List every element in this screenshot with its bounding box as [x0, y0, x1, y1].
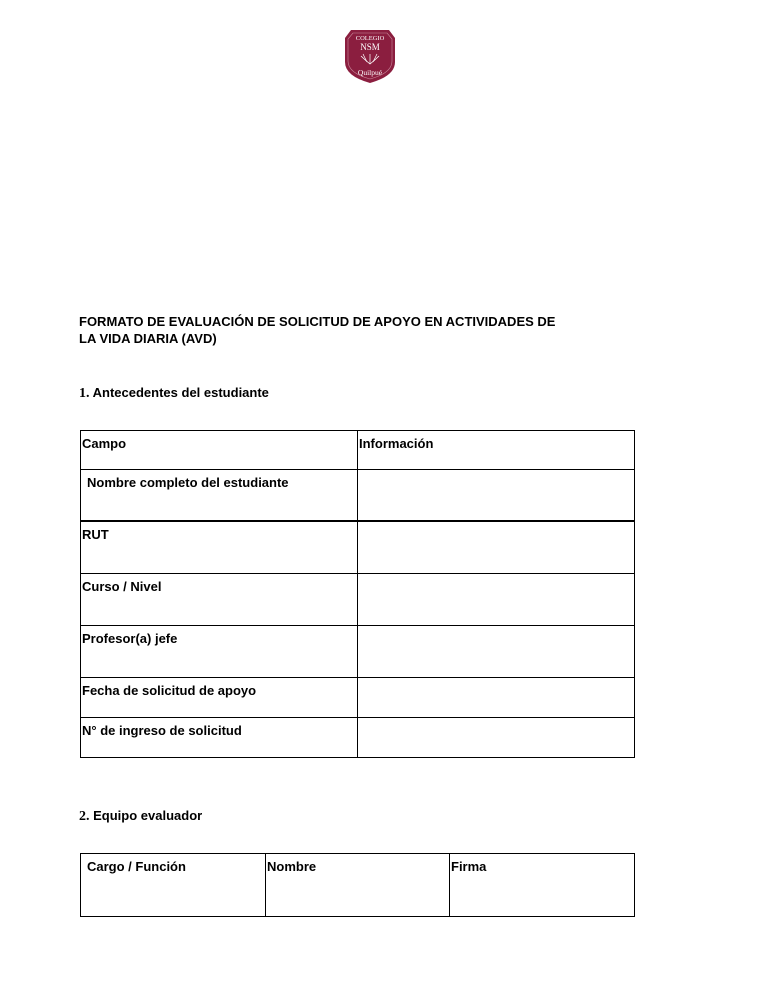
document-title-line-2: LA VIDA DIARIA (AVD)	[79, 331, 217, 346]
header-cell-cargo-funcion: Cargo / Función	[81, 854, 266, 917]
crest-text-nsm: NSM	[360, 42, 380, 52]
header-cell-firma: Firma	[450, 854, 635, 917]
student-info-table	[80, 430, 635, 758]
field-value-numero-ingreso[interactable]	[358, 718, 635, 758]
field-value-curso-nivel[interactable]	[358, 574, 635, 626]
crest-text-quilpue: Quilpué	[357, 68, 383, 77]
field-value-fecha-solicitud[interactable]	[358, 678, 635, 718]
document-title	[79, 313, 599, 347]
field-label-rut: RUT	[81, 521, 358, 574]
table-header-row	[81, 854, 635, 917]
header-cell-informacion: Información	[358, 431, 635, 470]
header-cell-nombre: Nombre	[266, 854, 450, 917]
field-value-nombre-completo[interactable]	[358, 470, 635, 522]
table-row	[81, 470, 635, 522]
section-1-number: 1.	[79, 386, 90, 401]
field-value-rut[interactable]	[358, 521, 635, 574]
field-label-curso-nivel: Curso / Nivel	[81, 574, 358, 626]
field-label-fecha-solicitud: Fecha de solicitud de apoyo	[81, 678, 358, 718]
table-row	[81, 521, 635, 574]
section-2-heading	[79, 808, 202, 825]
table-header-row	[81, 431, 635, 470]
field-label-numero-ingreso: N° de ingreso de solicitud	[81, 718, 358, 758]
section-1-heading	[79, 385, 269, 402]
table-row	[81, 626, 635, 678]
section-1-title: Antecedentes del estudiante	[92, 385, 269, 400]
field-value-profesor-jefe[interactable]	[358, 626, 635, 678]
field-label-nombre-completo: Nombre completo del estudiante	[81, 470, 358, 522]
field-label-profesor-jefe: Profesor(a) jefe	[81, 626, 358, 678]
document-title-line-1: FORMATO DE EVALUACIÓN DE SOLICITUD DE APOYO EN ACTIVIDADES DE	[79, 314, 556, 329]
section-2-title: Equipo evaluador	[93, 808, 203, 823]
table-row	[81, 718, 635, 758]
school-crest-logo	[343, 26, 397, 84]
header-cell-campo: Campo	[81, 431, 358, 470]
crest-text-colegio: COLEGIO	[355, 35, 385, 42]
evaluation-team-table	[80, 853, 635, 917]
section-2-number: 2.	[79, 809, 90, 824]
table-row	[81, 574, 635, 626]
table-row	[81, 678, 635, 718]
